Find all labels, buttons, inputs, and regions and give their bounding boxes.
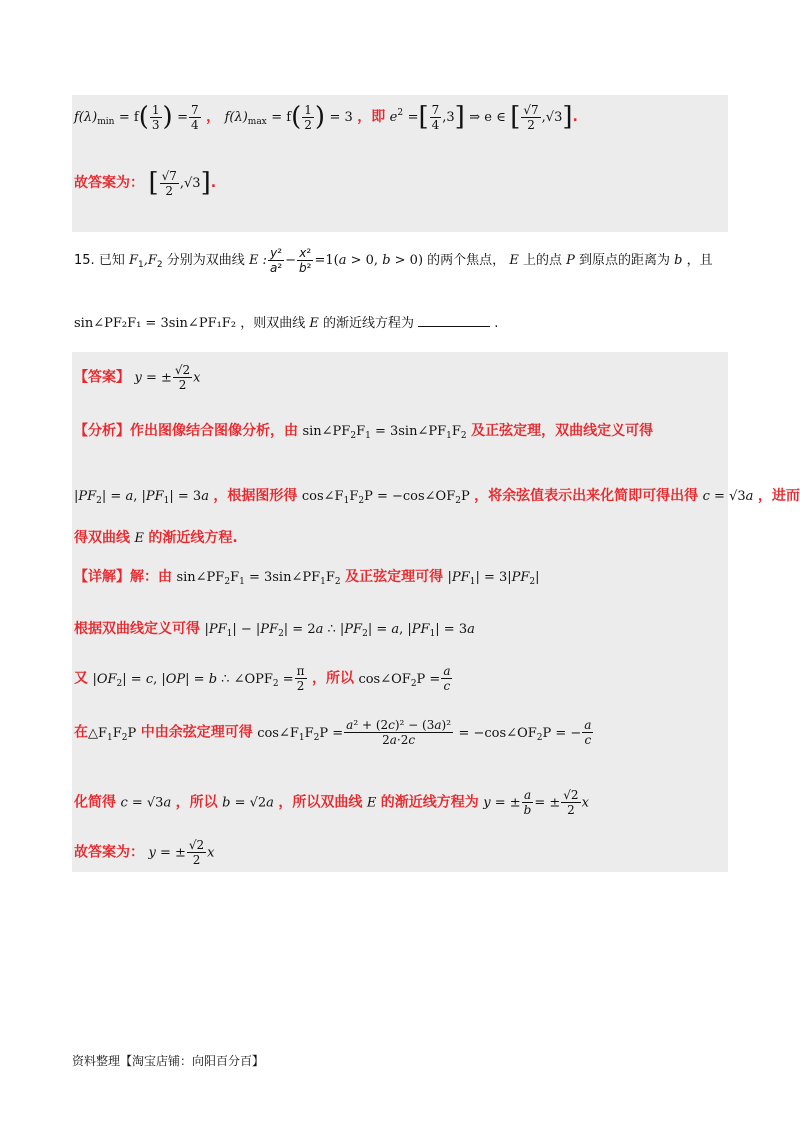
analysis-line2: $|PF_2| = a$, $|PF_1| = 3a$ ，根据图形得 $\cos\angle F_1F_2P$ = $-\cos\angle OF_2P$ ，将余弦值表示出来化简即可得出得 c = √3a ，进而 bbox=[74, 488, 800, 506]
sine-condition: sin∠PF₂F₁ = 3sin∠PF₁F₂ bbox=[74, 316, 237, 331]
analysis-line1: 【分析】作出图像结合图像分析，由 $\sin\angle PF_2F_1$ = $3\sin\angle PF_1F_2$ 及正弦定理，双曲线定义可得 bbox=[74, 423, 654, 441]
problem-15-line2: sin∠PF₂F₁ = 3sin∠PF₁F₂ ，则双曲线 E 的渐近线方程为 . bbox=[74, 316, 499, 331]
final-answer-line: 故答案为： y = ± $\frac{√2}{2}$ x bbox=[74, 838, 215, 867]
detail-line1: 【详解】解：由 $\sin\angle PF_2F_1$ = $3\sin\angle PF_1F_2$ 及正弦定理可得 $|PF_1| = 3|PF_2|$ bbox=[74, 569, 540, 587]
answer-line-14: 故答案为： [ $\frac{√7}{2}$ ,√3]. bbox=[74, 168, 217, 198]
range-line: $f(\lambda)_{min} = f$( $\frac{1}{3}$ ) = $\frac{7}{4}$ ， $f(\lambda)_{max} = f$( $\frac{1}{2}$ ) = 3 ，即 $e^2$ =[ $\frac{7}{4}$ ,3] ⇒ e ∈ [ $\frac{√7}{2}$ ,√3]. bbox=[74, 102, 578, 132]
f-lambda: f(λ) bbox=[74, 110, 98, 125]
answer-blank bbox=[418, 314, 490, 327]
detail-line3: 又 $|OF_2| = c$, |OP| = b ∴ $\angle OPF_2$ = $\frac{\pi}{2}$ ，所以 $\cos\angle OF_2P$ = $\frac{a}{c}$ bbox=[74, 664, 451, 693]
detail-line5: 化简得 c = √3a ，所以 b = √2a ，所以双曲线 E 的渐近线方程为 y = ± $\frac{a}{b}$ = ± $\frac{√2}{2}$ x bbox=[74, 788, 589, 817]
footer-credit: 资料整理【淘宝店铺：向阳百分百】 bbox=[72, 1054, 265, 1068]
detail-line2: 根据双曲线定义可得 $|PF_1| - |PF_2| = 2a$ ∴ $|PF_2| = a$, $|PF_1| = 3a$ bbox=[74, 621, 475, 639]
problem-15-line1: 15. 已知 $F_1,F_2$ 分别为双曲线 E : $\frac{\text{y²}}{\text{a²}}$ − $\frac{\text{x²}}{\text{b²}}$ =1(a > 0, b > 0) 的两个焦点， E 上的点 P 到原点的距离为 b ，且 bbox=[74, 246, 713, 275]
problem-number: 15. bbox=[74, 253, 95, 268]
analysis-line3: 得双曲线 E 的渐近线方程. bbox=[74, 530, 238, 546]
detail-line4: 在$\triangle F_1F_2P$ 中由余弦定理可得 $\cos\angle F_1F_2P$ = $\frac{\text{a² + (2c)² − (3a)²}}{2a\cdot 2c}$ = $-\cos\angle OF_2P$ = − $\frac{a}{c}$ bbox=[74, 718, 592, 747]
answer-line: 【答案】 y = ± $\frac{√2}{2}$ x bbox=[74, 363, 201, 392]
